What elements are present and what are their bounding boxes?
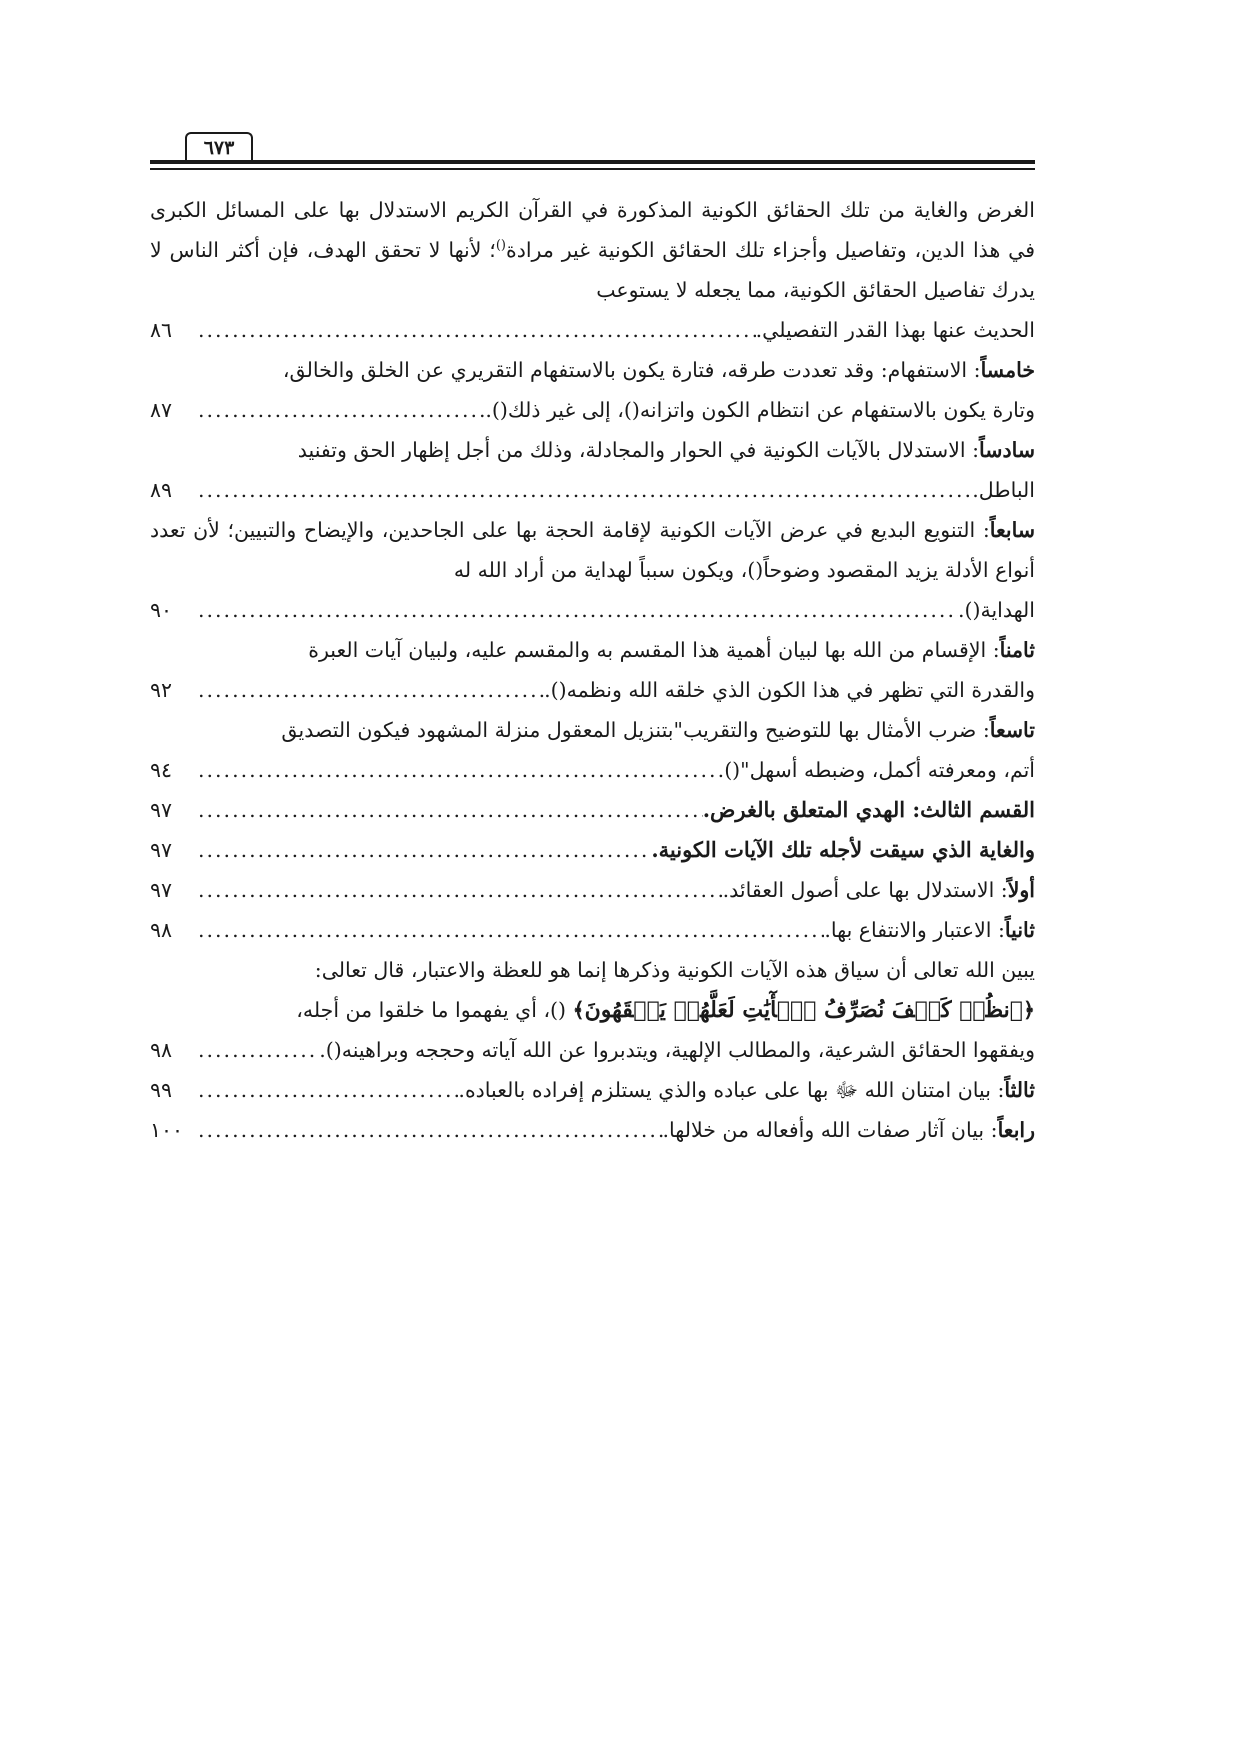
- toc-entry[interactable]: ويفقهوا الحقائق الشرعية، والمطالب الإلهية، ويتدبروا عن الله آياته وحججه وبراهينه(). ..... ٩٨: [150, 1030, 1035, 1070]
- toc-entry[interactable]: والقدرة التي تظهر في هذا الكون الذي خلقه الله ونظمه(). ..... ٩٢: [150, 670, 1035, 710]
- quran-verse-line: ﴿ٱنظُرۡ كَيۡفَ نُصَرِّفُ ٱلۡأٓيَٰتِ لَعَلَّهُمۡ يَفۡقَهُونَ﴾ ()، أي يفهموا ما خلقوا من أجله،: [296, 997, 1035, 1023]
- toc-content: [150, 190, 1035, 1150]
- toc-entry-ninth: تاسعاً: ضرب الأمثال بها للتوضيح والتقريب"بتنزيل المعقول منزلة المشهود فيكون التصديق: [281, 718, 1035, 742]
- toc-entry-sixth: سادساً: الاستدلال بالآيات الكونية في الحوار والمجادلة، وذلك من أجل إظهار الحق وتفنيد: [297, 438, 1035, 462]
- toc-section-heading[interactable]: والغاية الذي سيقت لأجله تلك الآيات الكونية. ..... ٩٧: [150, 830, 1035, 870]
- body-paragraph: يبين الله تعالى أن سياق هذه الآيات الكونية وذكرها إنما هو للعظة والاعتبار، قال تعالى:: [314, 958, 1035, 982]
- header-rule-thin: [150, 168, 1035, 170]
- toc-entry[interactable]: الباطل. ..... ٨٩: [150, 470, 1035, 510]
- intro-paragraph: الغرض والغاية من تلك الحقائق الكونية المذكورة في القرآن الكريم الاستدلال بها على المسائل الكبرى في هذا الدين، وتفاصيل وأجزاء تلك الحقائق الكونية غير مرادة()؛ لأنها لا تحقق الهدف، فإن أكثر الناس لا يدرك تفاصيل الحقائق الكونية، مما يجعله لا يستوعب: [150, 198, 1036, 302]
- toc-section-heading[interactable]: القسم الثالث: الهدي المتعلق بالغرض. ..... ٩٧: [150, 790, 1035, 830]
- toc-entry[interactable]: ثانياً: الاعتبار والانتفاع بها. ..... ٩٨: [150, 910, 1035, 950]
- verse-close-bracket: ﴾: [572, 998, 585, 1022]
- toc-entry[interactable]: رابعاً: بيان آثار صفات الله وأفعاله من خلالها. ..... ١٠٠: [150, 1110, 1035, 1150]
- toc-entry[interactable]: الهداية(). ..... ٩٠: [150, 590, 1035, 630]
- toc-entry[interactable]: الحديث عنها بهذا القدر التفصيلي. ..... ٨٦: [150, 310, 1035, 350]
- header-rule-thick: [150, 160, 1035, 164]
- quran-verse: ٱنظُرۡ كَيۡفَ نُصَرِّفُ ٱلۡأٓيَٰتِ لَعَلَّهُمۡ يَفۡقَهُونَ: [584, 997, 1023, 1023]
- page-number: ٦٧٣: [185, 132, 253, 160]
- toc-entry[interactable]: وتارة يكون بالاستفهام عن انتظام الكون واتزانه()، إلى غير ذلك(). ..... ٨٧: [150, 390, 1035, 430]
- toc-entry[interactable]: ثالثاً: بيان امتنان الله ﷻ بها على عباده والذي يستلزم إفراده بالعباده. ..... ٩٩: [150, 1070, 1035, 1110]
- toc-entry[interactable]: أولاً: الاستدلال بها على أصول العقائد. ..... ٩٧: [150, 870, 1035, 910]
- toc-entry-seventh: سابعاً: التنويع البديع في عرض الآيات الكونية لإقامة الحجة بها على الجاحدين، والإيضاح والتبيين؛ لأن تعدد أنواع الأدلة يزيد المقصود وضوحاً()، ويكون سبباً لهداية من أراد الله له: [150, 518, 1035, 582]
- verse-open-bracket: ﴿: [1022, 998, 1035, 1022]
- toc-entry-fifth: خامساً: الاستفهام: وقد تعددت طرقه، فتارة يكون بالاستفهام التقريري عن الخلق والخالق،: [282, 358, 1035, 382]
- toc-entry-eighth: ثامناً: الإقسام من الله بها لبيان أهمية هذا المقسم به والمقسم عليه، ولبيان آيات العبرة: [308, 638, 1035, 662]
- page-header: [150, 128, 1035, 178]
- toc-entry[interactable]: أتم، ومعرفته أكمل، وضبطه أسهل"(). ..... ٩٤: [150, 750, 1035, 790]
